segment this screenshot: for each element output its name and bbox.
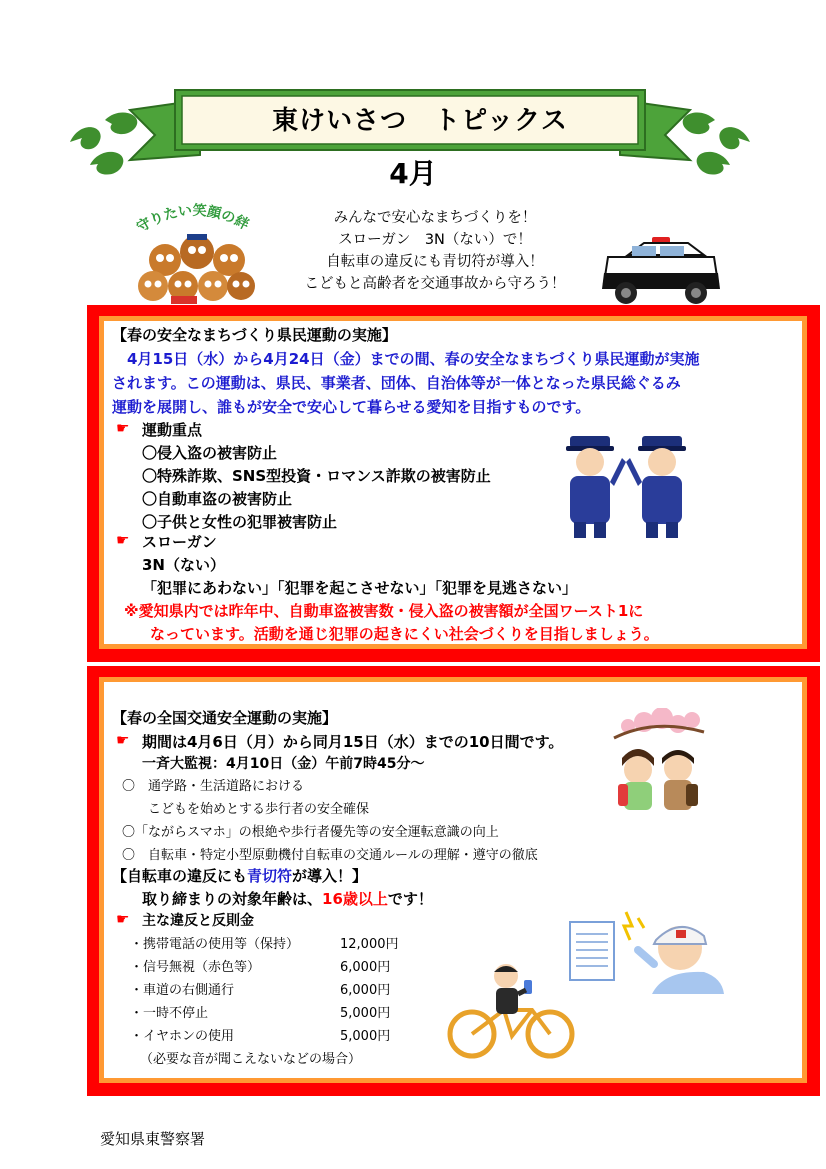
footer-organization: 愛知県東警察署 bbox=[100, 1130, 206, 1148]
crime-note-line: なっています。活動を通じ犯罪の起きにくい社会づくりを目指しましょう。 bbox=[150, 625, 659, 643]
fine-amount: 6,000円 bbox=[340, 983, 391, 998]
target-age-post: です！ bbox=[387, 890, 433, 908]
fines-note: （必要な音が聞こえないなどの場合） bbox=[140, 1052, 362, 1067]
section1-intro-line: されます。この運動は、県民、事業者、団体、自治体等が一体となった県民総ぐるみ bbox=[112, 374, 681, 392]
header-slogans bbox=[285, 207, 585, 295]
police-car-illustration bbox=[600, 233, 722, 307]
bicycle-heading-pre: 【自転車の違反にも bbox=[112, 867, 248, 885]
fine-row bbox=[130, 1002, 390, 1021]
fine-row bbox=[130, 933, 399, 952]
bicycle-heading bbox=[112, 865, 367, 886]
campaign-item: 〇「ながらスマホ」の根絶や歩行者優先等の安全運転意識の向上 bbox=[122, 825, 499, 840]
slogan-3n: 3N（ない） bbox=[142, 556, 225, 574]
target-age-pre: 取り締まりの対象年齢は、 bbox=[142, 890, 323, 908]
blue-ticket-keyword: 青切符 bbox=[247, 867, 293, 885]
saluting-officers-illustration bbox=[552, 422, 702, 542]
section2-heading: 【春の全国交通安全運動の実施】 bbox=[112, 709, 338, 727]
target-age-key: 16歳以上 bbox=[322, 890, 388, 908]
mascot-text: 守りたい笑顔の絆 bbox=[134, 202, 252, 236]
target-age bbox=[142, 888, 433, 909]
focus-item: 〇侵入盗の被害防止 bbox=[142, 444, 278, 462]
cyclist-with-phone-illustration bbox=[446, 960, 576, 1060]
month-label: 4月 bbox=[389, 157, 437, 190]
traffic-officer-illustration bbox=[568, 908, 728, 998]
campaign-item: 〇 通学路・生活道路における bbox=[122, 779, 305, 794]
fine-amount: 5,000円 bbox=[340, 1006, 391, 1021]
svg-text:守りたい笑顔の絆 bbox=[134, 202, 252, 236]
pointing-hand-icon: ☛ bbox=[116, 419, 130, 437]
campaign-item: 〇 自転車・特定小型原動機付自転車の交通ルールの理解・遵守の徹底 bbox=[122, 848, 538, 863]
pointing-hand-icon: ☛ bbox=[116, 910, 130, 928]
slogan-line: みんなで安心なまちづくりを！ bbox=[333, 210, 537, 226]
focus-label: 運動重点 bbox=[142, 421, 203, 439]
slogan-text: 「犯罪にあわない」「犯罪を起こさせない」「犯罪を見逃さない」 bbox=[142, 579, 578, 597]
focus-item: 〇子供と女性の犯罪被害防止 bbox=[142, 513, 338, 531]
fine-name: ・一時不停止 bbox=[130, 1006, 209, 1021]
children-illustration bbox=[604, 708, 708, 818]
slogan-line: スローガン 3N（ない）で！ bbox=[338, 232, 532, 248]
fine-row bbox=[130, 1025, 390, 1044]
monitor-date: 一斉大監視：4月10日（金）午前7時45分～ bbox=[142, 756, 425, 772]
crime-note-line: ※愛知県内では昨年中、自動車盗被害数・侵入盗の被害額が全国ワースト1に bbox=[124, 602, 644, 620]
campaign-item: こどもを始めとする歩行者の安全確保 bbox=[122, 802, 370, 817]
fine-amount: 5,000円 bbox=[340, 1029, 391, 1044]
slogan-label: スローガン bbox=[142, 533, 217, 551]
mascot-group-illustration bbox=[125, 198, 265, 306]
pointing-hand-icon: ☛ bbox=[116, 531, 130, 549]
fines-label: 主な違反と反則金 bbox=[142, 913, 254, 929]
fine-row bbox=[130, 956, 390, 975]
fine-amount: 6,000円 bbox=[340, 960, 391, 975]
focus-item: 〇自動車盗の被害防止 bbox=[142, 490, 293, 508]
bicycle-heading-post: が導入！】 bbox=[292, 867, 368, 885]
section1-intro-line: 運動を展開し、誰もが安全で安心して暮らせる愛知を目指すものです。 bbox=[112, 398, 591, 416]
fine-amount: 12,000円 bbox=[340, 937, 399, 952]
section1-intro-line: 4月15日（水）から4月24日（金）までの間、春の安全なまちづくり県民運動が実施 bbox=[112, 350, 700, 368]
slogan-line: こどもと高齢者を交通事故から守ろう！ bbox=[304, 276, 566, 292]
pointing-hand-icon: ☛ bbox=[116, 731, 130, 749]
fine-name: ・信号無視（赤色等） bbox=[130, 960, 261, 975]
fine-name: ・車道の右側通行 bbox=[130, 983, 235, 998]
section1-heading: 【春の安全なまちづくり県民運動の実施】 bbox=[112, 326, 397, 344]
focus-item: 〇特殊詐欺、SNS型投資・ロマンス詐欺の被害防止 bbox=[142, 467, 491, 485]
campaign-period: 期間は4月6日（月）から同月15日（水）までの10日間です。 bbox=[142, 733, 564, 751]
fine-row bbox=[130, 979, 390, 998]
fine-name: ・イヤホンの使用 bbox=[130, 1029, 235, 1044]
slogan-line: 自転車の違反にも青切符が導入！ bbox=[326, 254, 544, 270]
page-title: 東けいさつ トピックス bbox=[272, 106, 568, 136]
fine-name: ・携帯電話の使用等（保持） bbox=[130, 937, 300, 952]
